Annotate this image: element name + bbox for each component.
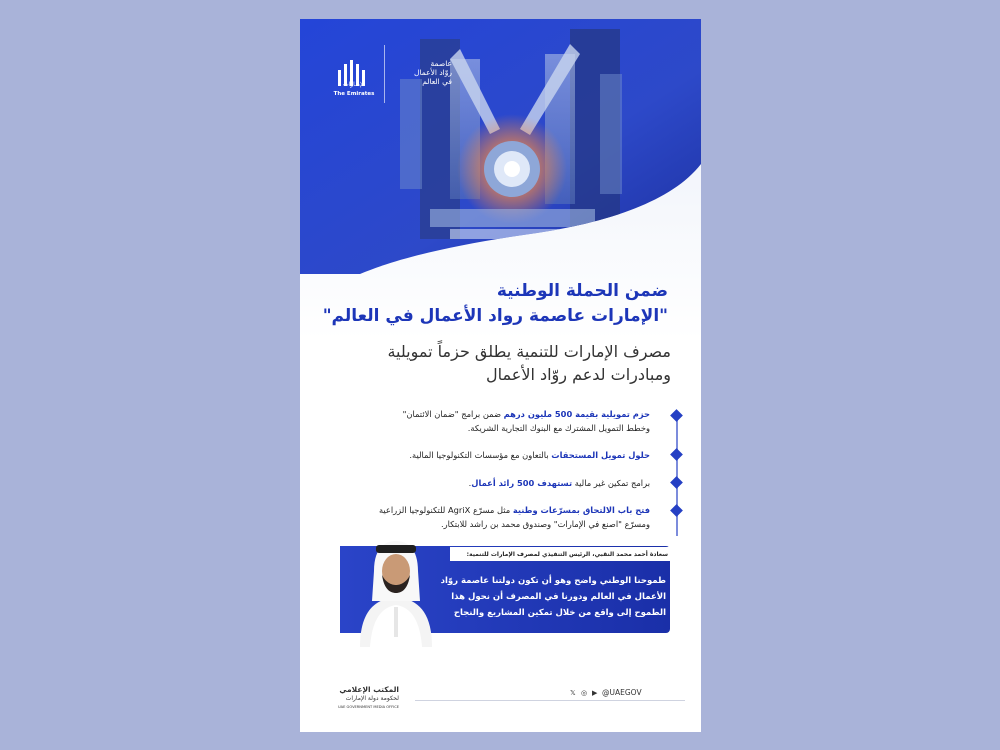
point-4-bold: فتح باب الالتحاق بمسرّعات وطنية	[512, 505, 650, 515]
headline-title-line-1: ضمن الحملة الوطنية	[496, 281, 668, 301]
point-1-bold: حزم تمويلية بقيمة 500 مليون درهم	[503, 409, 650, 419]
capital-line-2: روّاد الأعمال	[414, 68, 452, 77]
capital-line-1: عاصمة	[430, 59, 452, 68]
point-4-text: مثل مسرّع AgriX للتكنولوجيا الزراعية	[378, 505, 513, 515]
headline-subtitle-line-1: مصرف الإمارات للتنمية يطلق حزماً تمويلية	[387, 342, 671, 361]
headline-subtitle-line-2: ومبادرات لدعم روّاد الأعمال	[486, 365, 671, 384]
quote-line-3: الطموح إلى واقع من خلال تمكين المشاريع والنجاح	[453, 608, 666, 618]
x-icon[interactable]: 𝕏	[570, 689, 576, 697]
gmo-arabic-line-2: لحكومة دولة الإمارات	[345, 695, 399, 702]
headline-title-line-2: "الإمارات عاصمة رواد الأعمال في العالم"	[322, 306, 668, 326]
point-1-text: ضمن برامج "ضمان الائتمان"	[402, 409, 504, 419]
point-3-bold: تستهدف 500 رائد أعمال	[471, 478, 573, 488]
quote-line-1: طموحنا الوطني واضح وهو أن تكون دولتنا عاصمة روّاد	[440, 576, 666, 586]
point-3-line-1	[300, 478, 650, 488]
point-2-bold: حلول تمويل المستحقات	[551, 450, 650, 460]
bullet-diamond-icon	[670, 476, 683, 489]
speaker-portrait	[340, 531, 452, 647]
instagram-icon[interactable]: ◎	[581, 689, 588, 697]
bullet-diamond-icon	[670, 409, 683, 422]
bullet-rail	[676, 411, 678, 536]
capital-line-3: في العالم	[422, 77, 452, 86]
gmo-arabic-line-1: المكتب الإعلامي	[339, 685, 399, 694]
logo-emirates-english: The Emirates	[333, 91, 375, 97]
point-2-text: بالتعاون مع مؤسسات التكنولوجيا المالية.	[409, 450, 552, 460]
quote-speaker: سعادة أحمد محمد النقبي، الرئيس التنفيذي لمصرف الإمارات للتنمية:	[466, 551, 668, 558]
point-3-pre: برامج تمكين غير مالية	[572, 478, 650, 488]
point-1-line-2: وخطط التمويل المشترك مع البنوك التجارية الشريكة.	[467, 423, 650, 433]
point-2-line-1	[300, 450, 650, 460]
point-4-line-1	[300, 505, 650, 515]
gmo-english: UAE GOVERNMENT MEDIA OFFICE	[338, 705, 399, 709]
bullet-diamond-icon	[670, 448, 683, 461]
youtube-icon[interactable]: ▶	[592, 689, 598, 697]
point-1-line-1	[300, 409, 650, 419]
quote-line-2: الأعمال في العالم ودورنا في المصرف أن نحول هذا	[451, 592, 666, 602]
logo-divider	[384, 45, 385, 103]
bullet-diamond-icon	[670, 504, 683, 517]
campaign-logo	[328, 41, 452, 111]
point-3-text: .	[468, 478, 472, 488]
campaign-card	[300, 19, 701, 732]
logo-emirates-arabic: الإمـارات	[342, 81, 366, 88]
logo-capital-text	[390, 59, 452, 86]
point-4-line-2: ومسرّع "اصنع في الإمارات" وصندوق محمد بن راشد للابتكار.	[441, 519, 650, 529]
footer-separator	[415, 700, 685, 701]
footer-handle[interactable]: @UAEGOV	[602, 688, 642, 697]
